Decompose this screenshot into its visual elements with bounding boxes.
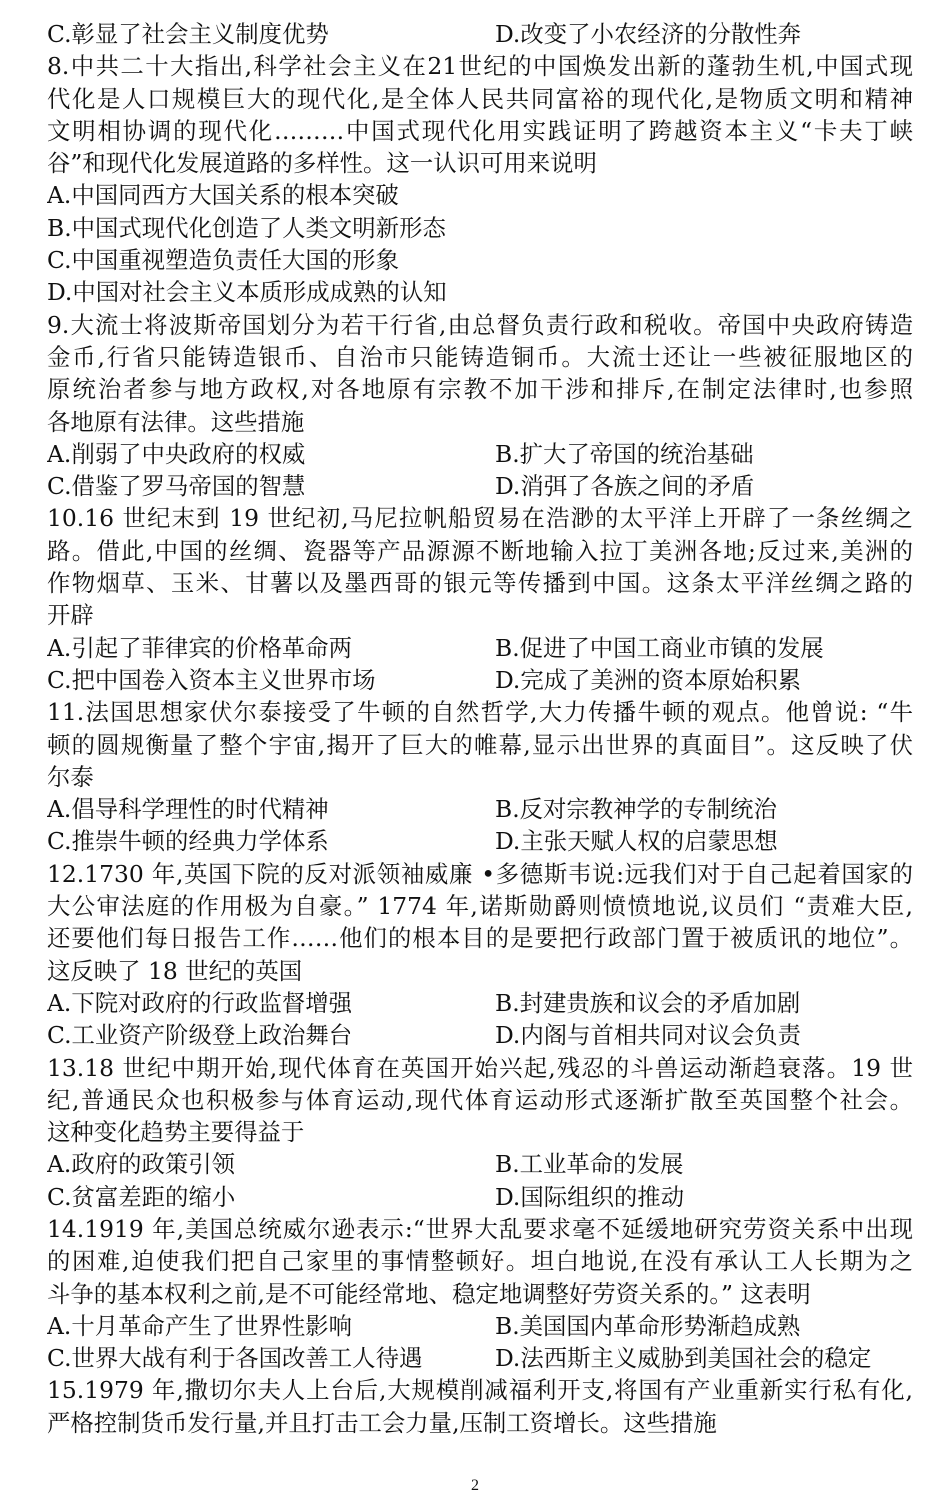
question-stem-line: 原统治者参与地方政权,对各地原有宗教不加干涉和排斥,在制定法律时,也参照 [47,375,913,404]
option-row [47,1342,913,1374]
question-stem-line: 这种变化趋势主要得益于 [47,1118,305,1147]
option-c: C.借鉴了罗马帝国的智慧 [47,472,306,501]
option-row [47,1148,913,1180]
question-stem-line: 开辟 [47,601,94,630]
option-a: A.十月革命产生了世界性影响 [47,1311,353,1340]
question-stem-line: 8.中共二十大指出,科学社会主义在21世纪的中国焕发出新的蓬勃生机,中国式现 [47,52,913,81]
option-c: C.把中国卷入资本主义世界市场 [47,665,376,694]
question-stem-line: 谷”和现代化发展道路的多样性。这一认识可用来说明 [47,149,597,178]
question-stem-line: 尔泰 [47,762,94,791]
option-row [47,632,913,664]
option-a: A.政府的政策引领 [47,1150,236,1179]
question-stem-line: 各地原有法律。这些措施 [47,407,305,436]
option-b: B.促进了中国工商业市镇的发展 [495,633,824,662]
option-row [47,1310,913,1342]
option-a: A.削弱了中央政府的权威 [47,439,306,468]
question-10 [47,502,913,696]
question-11 [47,696,913,857]
question-stem-line: 顿的圆规衡量了整个宇宙,揭开了巨大的帷幕,显示出世界的真面目”。这反映了伏 [47,730,913,759]
option-b: B.美国国内革命形势渐趋成熟 [495,1311,801,1340]
question-stem-line: 11.法国思想家伏尔泰接受了牛顿的自然哲学,大力传播牛顿的观点。他曾说: “牛 [47,698,913,727]
page-content [47,18,913,1439]
question-stem-line: 15.1979 年,撒切尔夫人上台后,大规模削减福利开支,将国有产业重新实行私有化, [47,1376,913,1405]
option-d: D.法西斯主义威胁到美国社会的稳定 [495,1344,872,1373]
page-number: 2 [471,1477,479,1494]
question-9 [47,309,913,503]
option-d: D.中国对社会主义本质形成成熟的认知 [47,278,447,307]
question-stem-line: 纪,普通民众也积极参与体育运动,现代体育运动形式逐渐扩散至英国整个社会。 [47,1085,913,1114]
option-d: D.内阁与首相共同对议会负责 [495,1021,802,1050]
question-stem-line: 12.1730 年,英国下院的反对派领袖威廉 •多德斯韦说:远我们对于自己起着国家的 [47,859,913,888]
option-b: B.反对宗教神学的专制统治 [495,795,777,824]
option-b: B.工业革命的发展 [495,1150,684,1179]
question-stem-line: 严格控制货币发行量,并且打击工会力量,压制工资增长。这些措施 [47,1408,717,1437]
option-a: A.下院对政府的行政监督增强 [47,988,353,1017]
option-row [47,664,913,696]
question-14 [47,1213,913,1374]
option-c: C.推崇牛顿的经典力学体系 [47,827,329,856]
option-c: C.彰显了社会主义制度优势 [47,20,329,48]
option-c: C.中国重视塑造负责任大国的形象 [47,246,399,275]
option-row [47,18,913,50]
question-stem-line: 10.16 世纪末到 19 世纪初,马尼拉帆船贸易在浩渺的太平洋上开辟了一条丝绸之 [47,504,913,533]
question-stem-line: 13.18 世纪中期开始,现代体育在英国开始兴起,残忍的斗兽运动渐趋衰落。19 世 [47,1053,913,1082]
question-stem-line: 金币,行省只能铸造银币、自治市只能铸造铜币。大流士还让一些被征服地区的 [47,342,913,371]
option-b: B.扩大了帝国的统治基础 [495,439,754,468]
option-c: C.工业资产阶级登上政治舞台 [47,1021,353,1050]
option-d: D.改变了小农经济的分散性奔 [495,20,802,48]
option-row [47,1019,913,1051]
question-stem-line: 9.大流士将波斯帝国划分为若干行省,由总督负责行政和税收。帝国中央政府铸造 [47,310,913,339]
option-b: B.封建贵族和议会的矛盾加剧 [495,988,801,1017]
option-d: D.消弭了各族之间的矛盾 [495,472,755,501]
question-stem-line: 斗争的基本权利之前,是不可能经常地、稳定地调整好劳资关系的。” 这表明 [47,1279,811,1308]
option-row [47,1181,913,1213]
question-15 [47,1374,913,1439]
question-stem-line: 这反映了 18 世纪的英国 [47,956,303,985]
option-d: D.主张天赋人权的启蒙思想 [495,827,778,856]
question-8 [47,50,913,308]
option-row [47,438,913,470]
option-a: A.引起了菲律宾的价格革命两 [47,633,353,662]
question-stem-line: 代化是人口规模巨大的现代化,是全体人民共同富裕的现代化,是物质文明和精神 [47,84,913,113]
question-13 [47,1052,913,1213]
option-a: A.中国同西方大国关系的根本突破 [47,181,399,210]
option-row [47,470,913,502]
question-stem-line: 文明相协调的现代化………中国式现代化用实践证明了跨越资本主义“卡夫丁峡 [47,116,913,145]
option-a: A.倡导科学理性的时代精神 [47,795,329,824]
question-12 [47,858,913,1052]
question-stem-line: 还要他们每日报告工作……他们的根本目的是要把行政部门置于被质讯的地位”。 [47,924,913,953]
question-stem-line: 路。借此,中国的丝绸、瓷器等产品源源不断地输入拉丁美洲各地;反过来,美洲的 [47,536,913,565]
option-row [47,825,913,857]
option-row [47,793,913,825]
option-d: D.国际组织的推动 [495,1182,685,1211]
question-stem-line: 大公审法庭的作用极为自豪。” 1774 年,诺斯勋爵则愤愤地说,议员们 “责难大臣, [47,892,913,921]
question-stem-line: 作物烟草、玉米、甘薯以及墨西哥的银元等传播到中国。这条太平洋丝绸之路的 [47,569,913,598]
option-c: C.世界大战有利于各国改善工人待遇 [47,1344,423,1373]
option-b: B.中国式现代化创造了人类文明新形态 [47,213,446,242]
option-d: D.完成了美洲的资本原始积累 [495,665,802,694]
option-row [47,987,913,1019]
option-c: C.贫富差距的缩小 [47,1182,236,1211]
question-stem-line: 14.1919 年,美国总统威尔逊表示:“世界大乱要求毫不延缓地研究劳资关系中出现 [47,1214,913,1243]
question-stem-line: 的困难,迫使我们把自己家里的事情整顿好。坦白地说,在没有承认工人长期为之 [47,1247,913,1276]
